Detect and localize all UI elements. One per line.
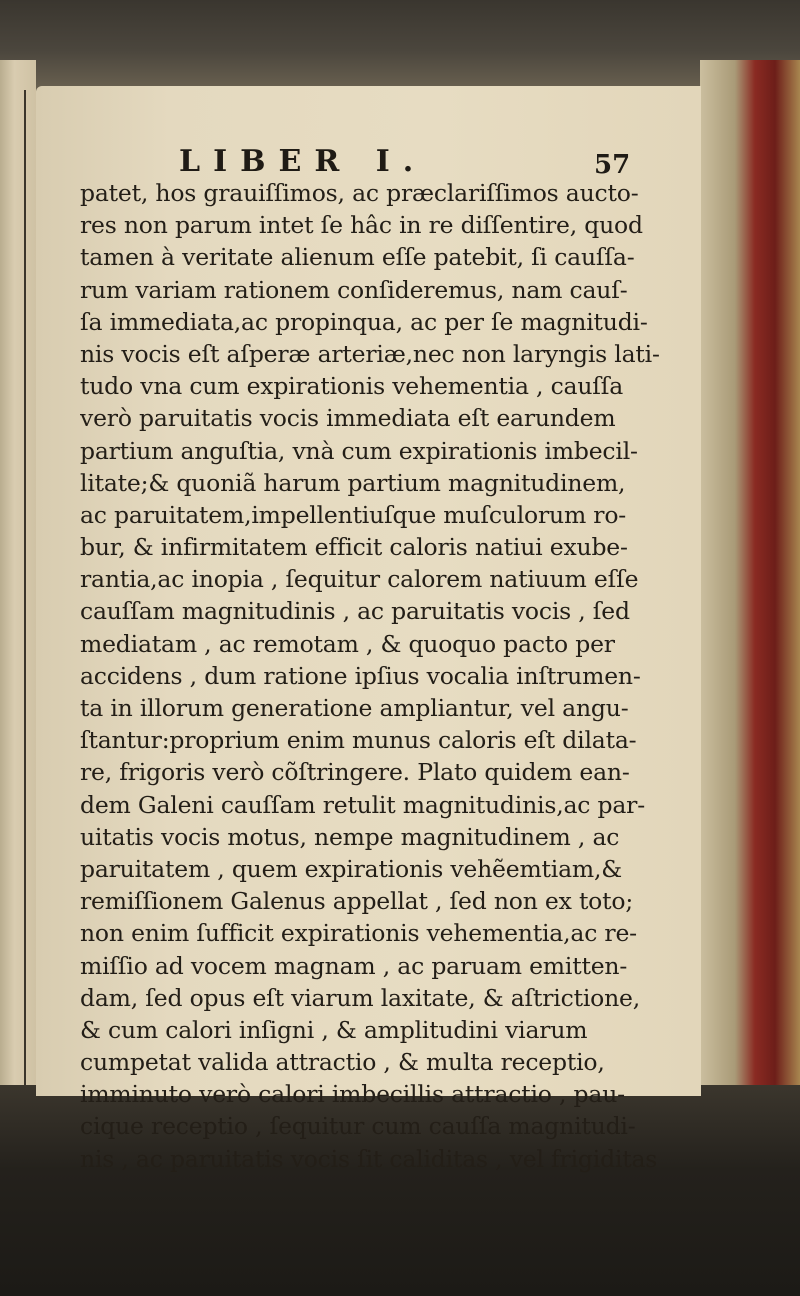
text-line: mediatam , ac remotam , & quoquo pacto per: [80, 629, 615, 658]
text-line: ſa immediata,ac propinqua, ac per ſe magnitudi-: [80, 307, 648, 336]
text-line: ſtantur:proprium enim munus caloris eſt dilata-: [80, 726, 637, 755]
text-line: re, frigoris verò cõſtringere. Plato quidem ean-: [80, 758, 630, 787]
text-line: patet, hos grauiſſimos, ac præclariſſimos aucto-: [80, 179, 639, 207]
text-line: & cum calori inſigni , & amplitudini viarum: [80, 1015, 588, 1044]
right-facing-page-edge: [700, 60, 800, 1150]
text-line: miſſio ad vocem magnam , ac paruam emitten-: [80, 951, 628, 980]
text-line: ac paruitatem,impellentiuſque muſculorum ro-: [80, 500, 627, 529]
text-line: uitatis vocis motus, nempe magnitudinem , ac: [80, 822, 620, 851]
text-line: paruitatem , quem expirationis vehẽemtiam,&: [80, 854, 622, 883]
text-line: accidens , dum ratione ipſius vocalia inſtrumen-: [80, 661, 641, 690]
text-line: remiſſionem Galenus appellat , ſed non ex toto;: [80, 887, 634, 916]
text-line: tudo vna cum expirationis vehementia , cauſſa: [80, 372, 624, 401]
text-line: litate;& quoniã harum partium magnitudinem,: [80, 468, 626, 497]
text-line: tamen à veritate alienum eſſe patebit, ſi cauſſa-: [80, 243, 635, 272]
text-line: cumpetat valida attractio , & multa receptio,: [80, 1048, 605, 1077]
text-line: bur, & infirmitatem efficit caloris natiui exube-: [80, 533, 628, 562]
left-edge-rule: [24, 90, 26, 1090]
page-number: 57: [594, 150, 631, 180]
text-line: rum variam rationem conſideremus, nam cauſ-: [80, 275, 628, 304]
text-line: res non parum intet ſe hâc in re diſſentire, quod: [80, 211, 643, 240]
text-line: cauſſam magnitudinis , ac paruitatis vocis , ſed: [80, 597, 630, 626]
body-text: [80, 177, 670, 1175]
text-line: ta in illorum generatione ampliantur, vel angu-: [80, 694, 629, 722]
text-line: dam, ſed opus eſt viarum laxitate, & aſtrictione,: [80, 983, 641, 1012]
text-line: nis , ac paruitatis vocis ſit caliditas , vel frigiditas: [80, 1144, 658, 1173]
text-line: nis vocis eſt aſperæ arteriæ,nec non laryngis lati-: [80, 339, 660, 368]
text-line: rantia,ac inopia , ſequitur calorem natiuum eſſe: [80, 565, 639, 594]
text-line: non enim ſufficit expirationis vehementia,ac re-: [80, 919, 637, 948]
text-line: dem Galeni cauſſam retulit magnitudinis,ac par-: [80, 790, 645, 819]
text-line: verò paruitatis vocis immediata eſt earundem: [80, 404, 616, 433]
left-page-edge: [0, 60, 36, 1140]
scan-top-border: [0, 0, 800, 92]
text-line: imminuto verò calori imbecillis attractio , pau-: [80, 1080, 625, 1109]
running-title: LIBER I.: [179, 144, 427, 179]
text-line: partium anguſtia, vnà cum expirationis imbecil-: [80, 436, 638, 465]
text-line: cique receptio , ſequitur cum cauſſa magnitudi-: [80, 1112, 636, 1141]
